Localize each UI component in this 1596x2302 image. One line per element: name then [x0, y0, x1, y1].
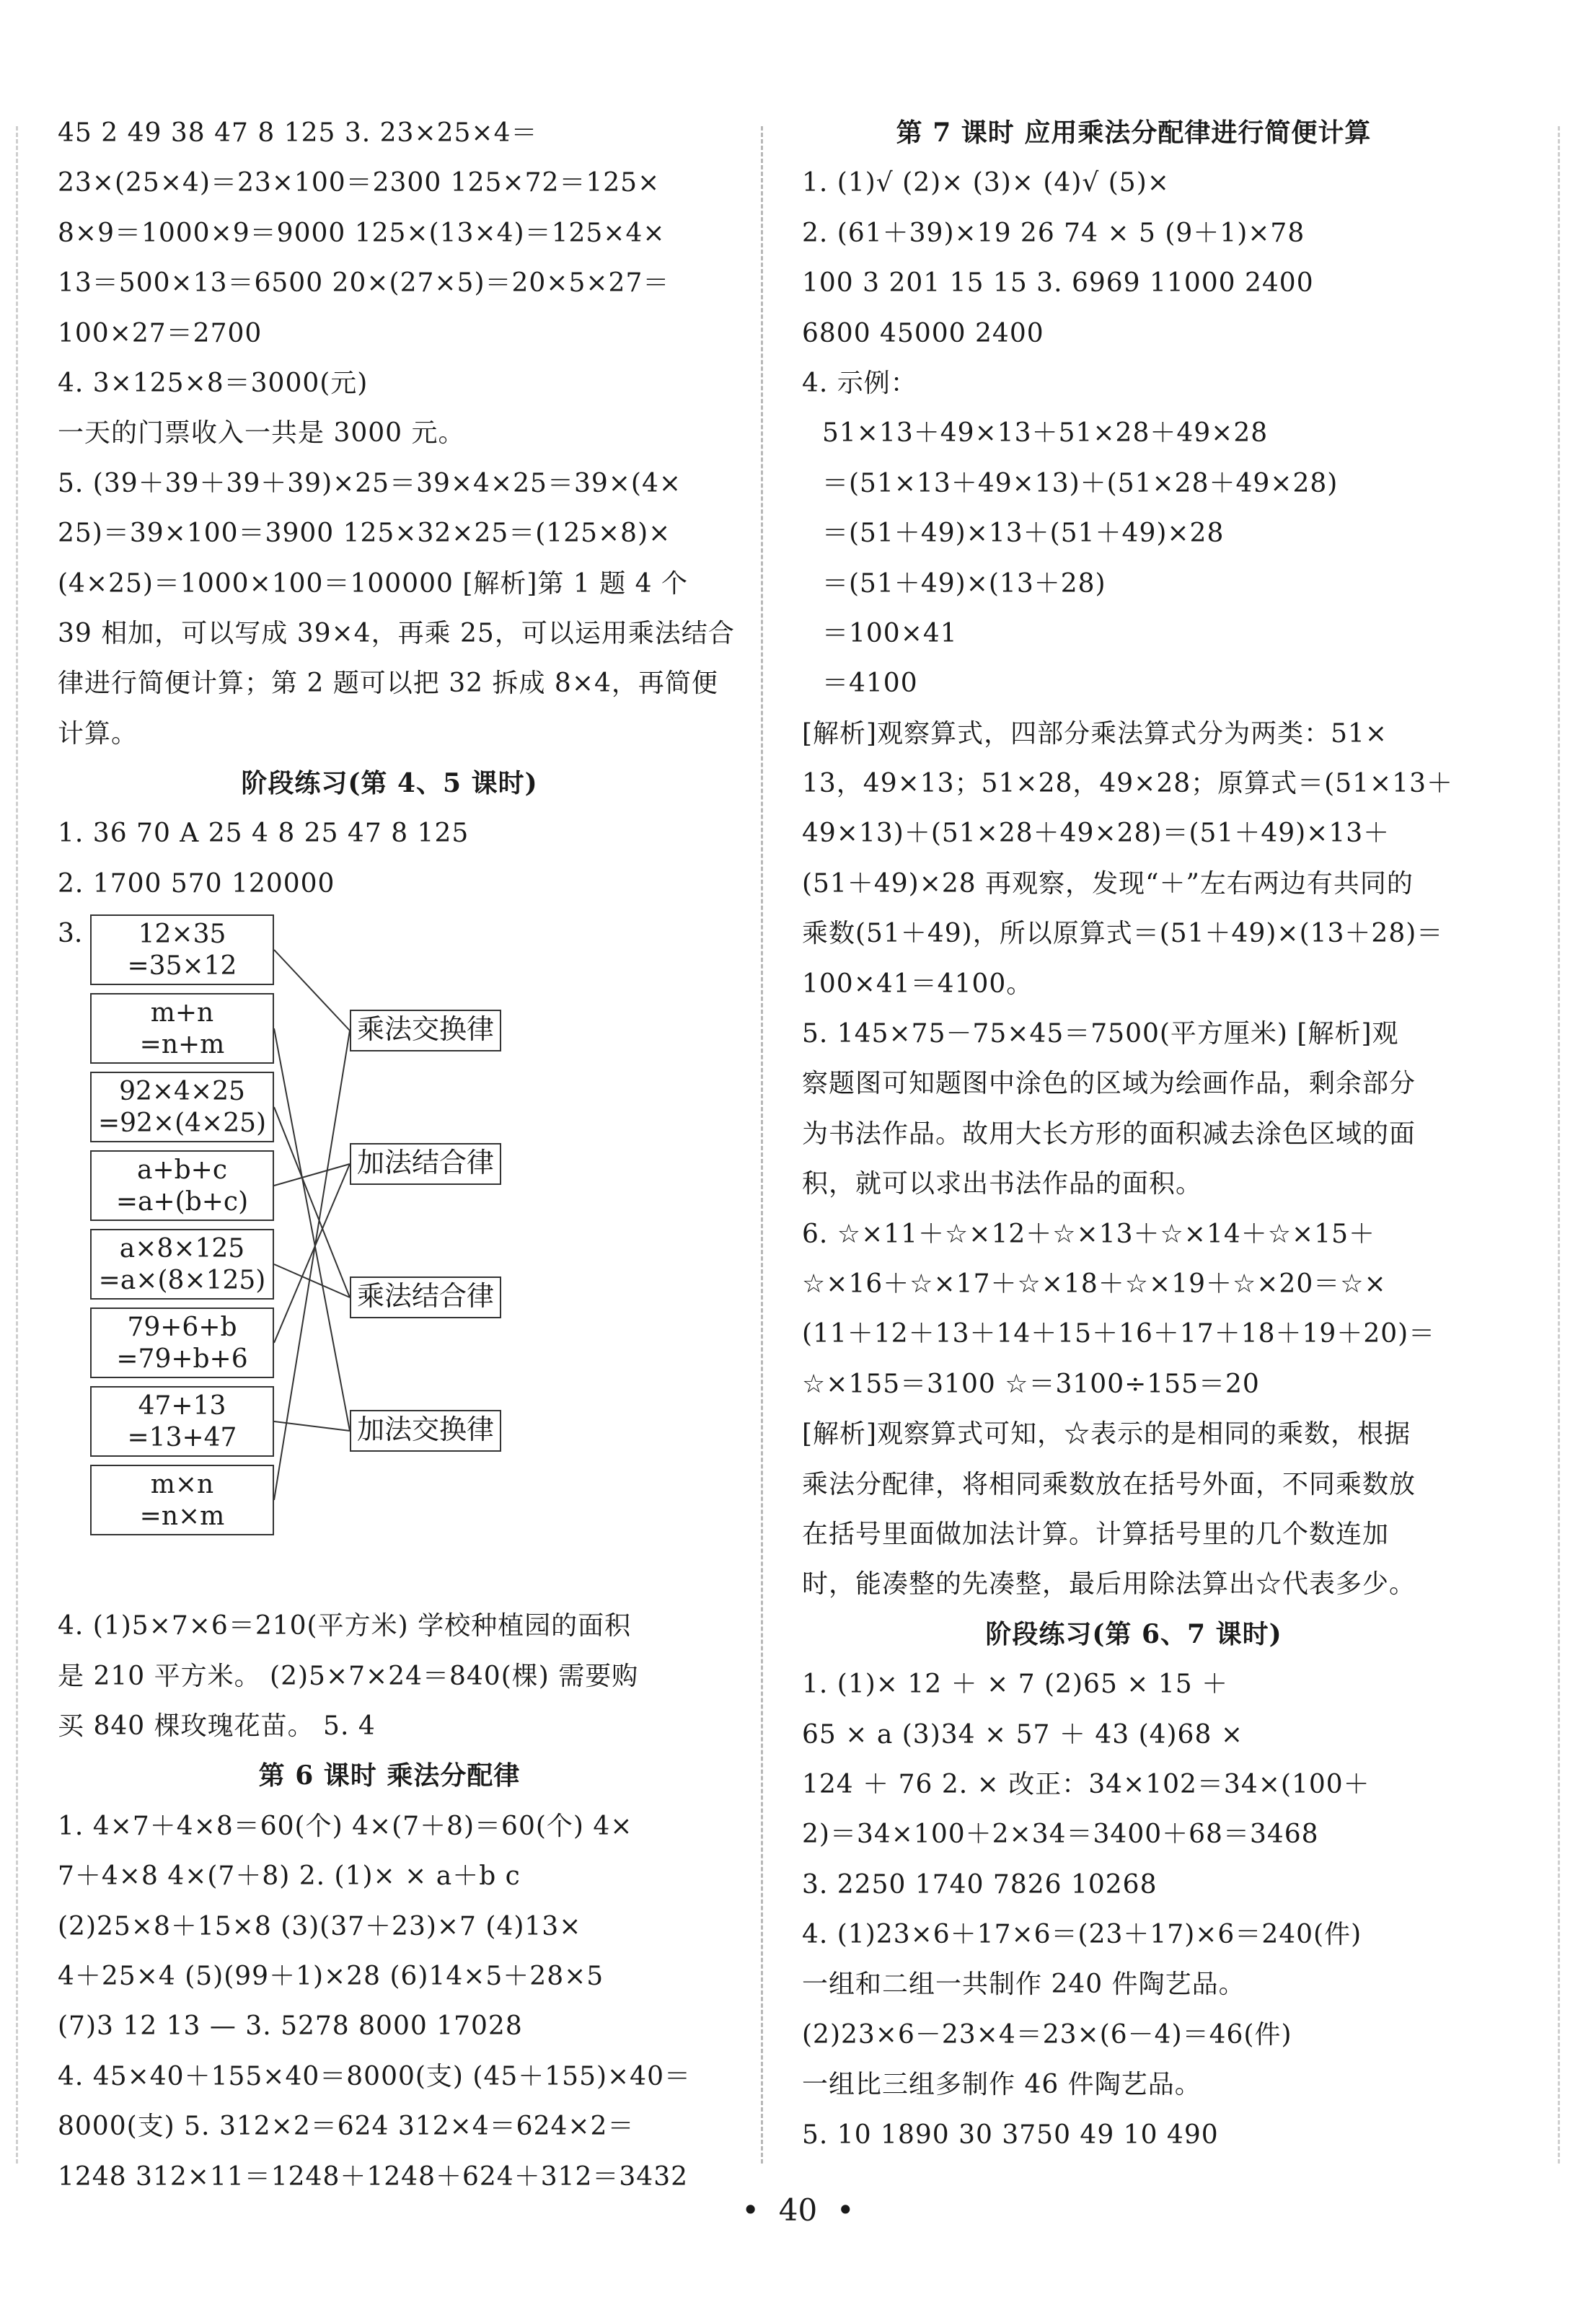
text-line: (2)23×6－23×4＝23×(6－4)＝46(件): [802, 2019, 1292, 2050]
text-line: 1. 4×7＋4×8＝60(个) 4×(7＋8)＝60(个) 4×: [58, 1811, 633, 1841]
stage-practice-4-5-answers: [58, 808, 721, 909]
text-line: 一组和二组一共制作 240 件陶艺品。: [802, 1970, 1246, 2000]
text-line: 51×13＋49×13＋51×28＋49×28: [822, 418, 1269, 449]
matching-diagram-area: [58, 909, 721, 1601]
lesson-6-answers: [58, 1802, 721, 2202]
text-line: ☆×16＋☆×17＋☆×18＋☆×19＋☆×20＝☆×: [802, 1269, 1387, 1299]
text-line: 4. 3×125×8＝3000(元): [58, 368, 369, 398]
left-answers-after-diagram: [58, 1601, 721, 1751]
law-box: 乘法结合律: [350, 1276, 501, 1318]
text-line: 律进行简便计算；第 2 题可以把 32 拆成 8×4，再简便: [58, 669, 718, 699]
expression-text: 79+6+b: [127, 1313, 237, 1343]
text-line: (4×25)＝1000×100＝100000 [解析]第 1 题 4 个: [58, 568, 689, 599]
expression-text: =n+m: [139, 1030, 225, 1060]
text-line: ＝(51×13＋49×13)＋(51×28＋49×28): [822, 468, 1339, 498]
text-line: 124 ＋ 76 2. × 改正：34×102＝34×(100＋: [802, 1769, 1370, 1799]
lesson-7-title: 第 7 课时 应用乘法分配律进行简便计算: [896, 118, 1372, 148]
expression-text: =a×(8×125): [98, 1266, 266, 1296]
lesson-7-answers: [802, 158, 1465, 408]
text-line: 6800 45000 2400: [802, 318, 1044, 348]
text-line: 2. (61＋39)×19 26 74 × 5 (9＋1)×78: [802, 218, 1305, 248]
stage-practice-6-7-title: 阶段练习(第 6、7 课时): [985, 1618, 1282, 1649]
text-line: (11＋12＋13＋14＋15＋16＋17＋18＋19＋20)＝: [802, 1319, 1436, 1349]
text-line: 65 × a (3)34 × 57 ＋ 43 (4)68 ×: [802, 1719, 1243, 1750]
text-line: [解析]观察算式，四部分乘法算式分为两类：51×: [802, 718, 1388, 749]
expression-text: 92×4×25: [119, 1077, 245, 1107]
text-line: 23×(25×4)＝23×100＝2300 125×72＝125×: [58, 168, 661, 198]
text-line: 乘数(51＋49)，所以原算式＝(51＋49)×(13＋28)＝: [802, 919, 1444, 949]
text-line: 4. 示例：: [802, 368, 917, 398]
text-line: 2. 1700 570 120000: [58, 868, 335, 899]
text-line: 乘法分配律，将相同乘数放在括号外面，不同乘数放: [802, 1469, 1416, 1499]
expression-box: [90, 1072, 274, 1142]
text-line: 积，就可以求出书法作品的面积。: [802, 1169, 1203, 1199]
page-number-value: 40: [778, 2192, 818, 2228]
expression-text: =n×m: [139, 1501, 225, 1532]
text-line: 在括号里面做加法计算。计算括号里的几个数连加: [802, 1519, 1390, 1549]
text-line: 100×27＝2700: [58, 318, 263, 348]
expression-text: =79+b+6: [116, 1344, 248, 1375]
text-line: 5. (39＋39＋39＋39)×25＝39×4×25＝39×(4×: [58, 468, 682, 498]
left-column: [58, 108, 735, 2202]
text-line: 13＝500×13＝6500 20×(27×5)＝20×5×27＝: [58, 268, 670, 299]
expression-text: =35×12: [127, 951, 237, 982]
lesson-6-title: 第 6 课时 乘法分配律: [258, 1760, 521, 1791]
matching-line: [274, 1164, 350, 1343]
page-number: • 40 •: [741, 2192, 855, 2228]
text-line: ＝4100: [822, 669, 918, 699]
law-box: 加法结合律: [350, 1143, 501, 1185]
expression-text: 47+13: [138, 1391, 226, 1421]
text-line: ＝(51＋49)×(13＋28): [822, 568, 1106, 599]
expression-box: [90, 914, 274, 985]
right-column: [802, 108, 1465, 2160]
text-line: ☆×155＝3100 ☆＝3100÷155＝20: [802, 1369, 1260, 1399]
left-answers-top: [58, 108, 735, 759]
text-line: 2)＝34×100＋2×34＝3400＋68＝3468: [802, 1820, 1319, 1850]
text-line: 45 2 49 38 47 8 125 3. 23×25×4＝: [58, 118, 538, 148]
text-line: 4. (1)5×7×6＝210(平方米) 学校种植园的面积: [58, 1611, 632, 1641]
stage-practice-6-7-answers: [802, 1659, 1465, 2160]
text-line: 39 相加，可以写成 39×4，再乘 25，可以运用乘法结合: [58, 618, 735, 648]
text-line: ＝100×41: [822, 618, 958, 648]
text-line: (51＋49)×28 再观察，发现“＋”左右两边有共同的: [802, 868, 1414, 899]
left-margin-line: [16, 126, 18, 2164]
expression-text: a+b+c: [137, 1155, 227, 1186]
text-line: ＝(51＋49)×13＋(51＋49)×28: [822, 519, 1225, 549]
text-line: 5. 145×75－75×45＝7500(平方厘米) [解析]观: [802, 1019, 1399, 1049]
text-line: 1. (1)√ (2)× (3)× (4)√ (5)×: [802, 168, 1170, 198]
column-divider: [761, 126, 763, 2164]
text-line: [解析]观察算式可知，☆表示的是相同的乘数，根据: [802, 1419, 1411, 1450]
text-line: 为书法作品。故用大长方形的面积减去涂色区域的面: [802, 1119, 1416, 1149]
expression-box: [90, 993, 274, 1064]
text-line: 25)＝39×100＝3900 125×32×25＝(125×8)×: [58, 519, 671, 549]
text-line: 100 3 201 15 15 3. 6969 11000 2400: [802, 268, 1314, 299]
law-box: 加法交换律: [350, 1410, 501, 1452]
text-line: 6. ☆×11＋☆×12＋☆×13＋☆×14＋☆×15＋: [802, 1219, 1376, 1249]
text-line: 察题图可知题图中涂色的区域为绘画作品，剩余部分: [802, 1069, 1416, 1099]
expression-text: =13+47: [127, 1423, 237, 1453]
expression-text: 12×35: [138, 920, 226, 950]
matching-diagram: [58, 909, 721, 1601]
text-line: 一组比三组多制作 46 件陶艺品。: [802, 2070, 1202, 2100]
text-line: 是 210 平方米。 (2)5×7×24＝840(棵) 需要购: [58, 1661, 639, 1691]
text-line: 100×41＝4100。: [802, 969, 1033, 999]
text-line: 4＋25×4 (5)(99＋1)×28 (6)14×5＋28×5: [58, 1961, 604, 1991]
text-line: 4. 45×40＋155×40＝8000(支) (45＋155)×40＝: [58, 2061, 691, 2091]
text-line: (2)25×8＋15×8 (3)(37＋23)×7 (4)13×: [58, 1911, 582, 1941]
text-line: 4. (1)23×6＋17×6＝(23＋17)×6＝240(件): [802, 1920, 1362, 1950]
text-line: 时，能凑整的先凑整，最后用除法算出☆代表多少。: [802, 1569, 1416, 1600]
expression-box: [90, 1229, 274, 1300]
expression-box: [90, 1386, 274, 1457]
stage-practice-4-5-title: 阶段练习(第 4、5 课时): [241, 768, 538, 799]
text-line: 8×9＝1000×9＝9000 125×(13×4)＝125×4×: [58, 218, 666, 248]
text-line: 1. (1)× 12 ＋ × 7 (2)65 × 15 ＋: [802, 1670, 1229, 1700]
expression-text: m+n: [150, 998, 214, 1028]
matching-line: [274, 1028, 350, 1431]
expression-box: [90, 1150, 274, 1221]
text-line: 3. 2250 1740 7826 10268: [802, 1869, 1158, 1900]
right-margin-line: [1558, 126, 1560, 2164]
expression-text: m×n: [150, 1470, 214, 1500]
expression-text: a×8×125: [119, 1234, 245, 1264]
text-line: 计算。: [58, 718, 138, 749]
expression-text: =a+(b+c): [115, 1187, 249, 1217]
question-3-label: 3.: [58, 919, 83, 949]
expression-box: [90, 1307, 274, 1378]
matching-line: [274, 1164, 350, 1186]
expression-box: [90, 1465, 274, 1535]
example-calculation: [802, 408, 1465, 708]
text-line: 49×13)＋(51×28＋49×28)＝(51＋49)×13＋: [802, 819, 1390, 849]
text-line: 一天的门票收入一共是 3000 元。: [58, 418, 465, 449]
lesson-7-explanations: [802, 709, 1465, 1610]
law-box: 乘法交换律: [350, 1010, 501, 1051]
text-line: 1. 36 70 A 25 4 8 25 47 8 125: [58, 819, 469, 849]
matching-line: [274, 950, 350, 1031]
text-line: 13，49×13；51×28，49×28；原算式＝(51×13＋: [802, 769, 1453, 799]
expression-text: =92×(4×25): [97, 1108, 267, 1139]
text-line: 8000(支) 5. 312×2＝624 312×4＝624×2＝: [58, 2112, 635, 2142]
text-line: 1248 312×11＝1248＋1248＋624＋312＝3432: [58, 2161, 689, 2192]
text-line: (7)3 12 13 — 3. 5278 8000 17028: [58, 2011, 523, 2042]
text-line: 5. 10 1890 30 3750 49 10 490: [802, 2120, 1219, 2150]
text-line: 7＋4×8 4×(7＋8) 2. (1)× × a＋b c: [58, 1861, 521, 1892]
text-line: 买 840 棵玫瑰花苗。 5. 4: [58, 1711, 376, 1742]
